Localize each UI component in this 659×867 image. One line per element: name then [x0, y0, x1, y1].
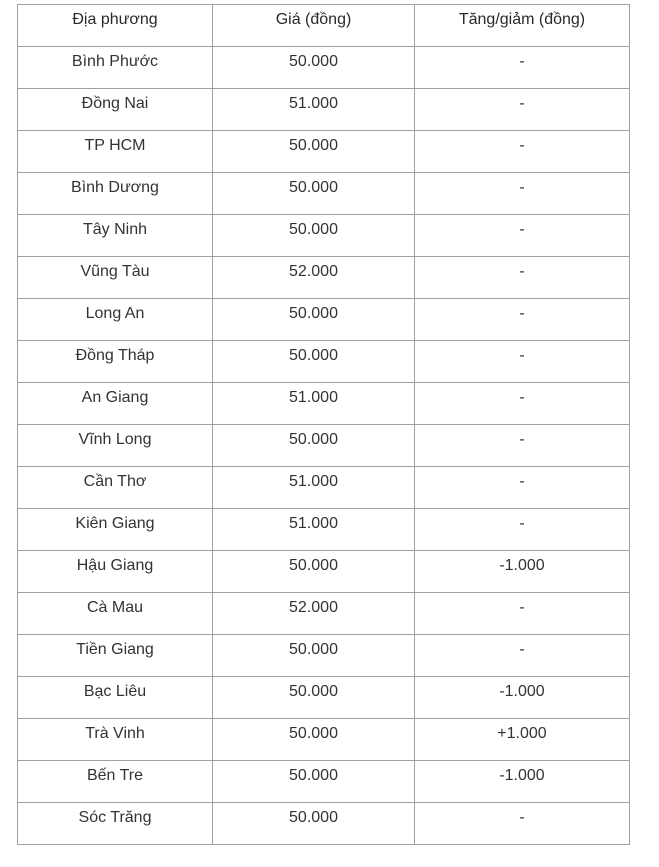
region-cell: Cà Mau: [18, 593, 213, 635]
header-price: Giá (đồng): [213, 5, 415, 47]
price-cell: 52.000: [213, 593, 415, 635]
table-row: [18, 803, 630, 845]
region-cell: Bình Phước: [18, 47, 213, 89]
header-region: Địa phương: [18, 5, 213, 47]
change-cell: -: [415, 635, 630, 677]
price-cell: 50.000: [213, 299, 415, 341]
table-row: [18, 47, 630, 89]
change-cell: +1.000: [415, 719, 630, 761]
region-cell: Đồng Nai: [18, 89, 213, 131]
table-row: [18, 677, 630, 719]
table-row: [18, 299, 630, 341]
change-cell: -: [415, 299, 630, 341]
change-cell: -1.000: [415, 677, 630, 719]
price-cell: 51.000: [213, 467, 415, 509]
change-cell: -: [415, 803, 630, 845]
table-body: [18, 47, 630, 845]
region-cell: Bình Dương: [18, 173, 213, 215]
price-cell: 50.000: [213, 677, 415, 719]
price-cell: 50.000: [213, 47, 415, 89]
region-cell: Long An: [18, 299, 213, 341]
region-cell: Tây Ninh: [18, 215, 213, 257]
region-cell: Kiên Giang: [18, 509, 213, 551]
change-cell: -: [415, 341, 630, 383]
table-row: [18, 173, 630, 215]
table-row: [18, 509, 630, 551]
table-row: [18, 635, 630, 677]
header-row: [18, 5, 630, 47]
region-cell: Vũng Tàu: [18, 257, 213, 299]
price-cell: 50.000: [213, 425, 415, 467]
table-row: [18, 215, 630, 257]
change-cell: -: [415, 383, 630, 425]
change-cell: -: [415, 467, 630, 509]
price-table: [17, 4, 630, 845]
price-cell: 50.000: [213, 173, 415, 215]
region-cell: Bến Tre: [18, 761, 213, 803]
table-row: [18, 551, 630, 593]
table-row: [18, 89, 630, 131]
price-cell: 51.000: [213, 89, 415, 131]
price-cell: 50.000: [213, 131, 415, 173]
change-cell: -: [415, 509, 630, 551]
price-cell: 50.000: [213, 551, 415, 593]
change-cell: -: [415, 593, 630, 635]
table-row: [18, 467, 630, 509]
table-row: [18, 719, 630, 761]
table-row: [18, 761, 630, 803]
price-cell: 50.000: [213, 803, 415, 845]
change-cell: -: [415, 257, 630, 299]
price-cell: 50.000: [213, 761, 415, 803]
header-change: Tăng/giảm (đồng): [415, 5, 630, 47]
region-cell: Bạc Liêu: [18, 677, 213, 719]
price-cell: 50.000: [213, 719, 415, 761]
region-cell: Hậu Giang: [18, 551, 213, 593]
region-cell: Sóc Trăng: [18, 803, 213, 845]
change-cell: -1.000: [415, 761, 630, 803]
change-cell: -: [415, 425, 630, 467]
change-cell: -: [415, 47, 630, 89]
price-cell: 50.000: [213, 215, 415, 257]
region-cell: TP HCM: [18, 131, 213, 173]
table-row: [18, 341, 630, 383]
table-row: [18, 593, 630, 635]
table-row: [18, 383, 630, 425]
region-cell: Cần Thơ: [18, 467, 213, 509]
price-cell: 51.000: [213, 383, 415, 425]
price-cell: 50.000: [213, 635, 415, 677]
change-cell: -: [415, 173, 630, 215]
region-cell: Vĩnh Long: [18, 425, 213, 467]
change-cell: -: [415, 215, 630, 257]
table-row: [18, 257, 630, 299]
price-cell: 52.000: [213, 257, 415, 299]
region-cell: Tiền Giang: [18, 635, 213, 677]
price-cell: 50.000: [213, 341, 415, 383]
change-cell: -1.000: [415, 551, 630, 593]
change-cell: -: [415, 89, 630, 131]
region-cell: Đồng Tháp: [18, 341, 213, 383]
table-row: [18, 131, 630, 173]
price-cell: 51.000: [213, 509, 415, 551]
change-cell: -: [415, 131, 630, 173]
region-cell: Trà Vinh: [18, 719, 213, 761]
table-row: [18, 425, 630, 467]
region-cell: An Giang: [18, 383, 213, 425]
